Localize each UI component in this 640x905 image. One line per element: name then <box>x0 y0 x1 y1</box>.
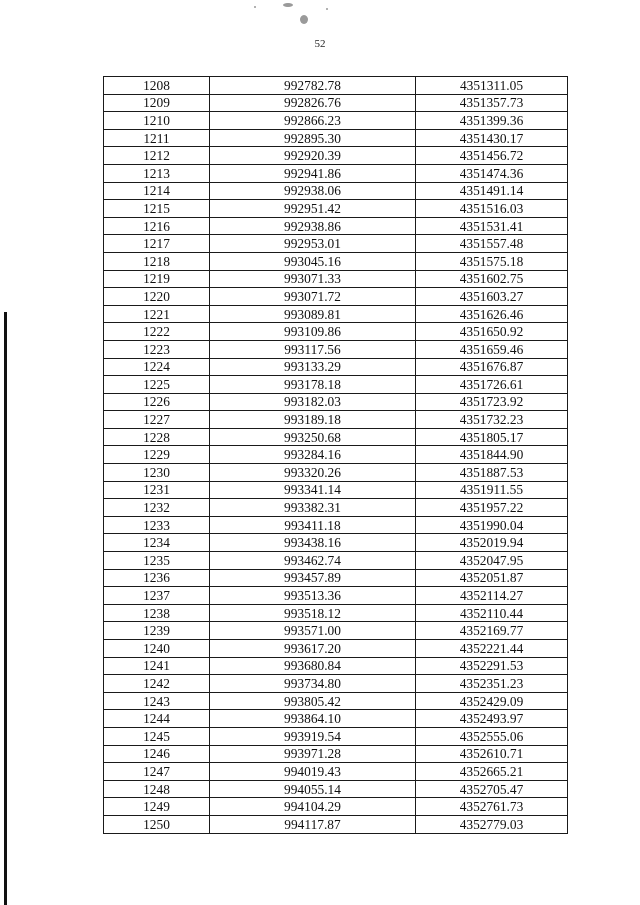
x-coordinate-cell: 993457.89 <box>210 569 416 587</box>
table-row <box>104 710 568 728</box>
y-coordinate-cell: 4351650.92 <box>416 323 568 341</box>
table-row <box>104 393 568 411</box>
x-coordinate-cell: 993320.26 <box>210 464 416 482</box>
table-row <box>104 428 568 446</box>
point-number-cell: 1249 <box>104 798 210 816</box>
y-coordinate-cell: 4351474.36 <box>416 164 568 182</box>
y-coordinate-cell: 4351491.14 <box>416 182 568 200</box>
table-row <box>104 323 568 341</box>
table-row <box>104 798 568 816</box>
point-number-cell: 1210 <box>104 112 210 130</box>
table-row <box>104 745 568 763</box>
coordinates-table-body <box>104 77 568 834</box>
table-row <box>104 464 568 482</box>
point-number-cell: 1214 <box>104 182 210 200</box>
x-coordinate-cell: 992938.86 <box>210 217 416 235</box>
point-number-cell: 1211 <box>104 129 210 147</box>
point-number-cell: 1242 <box>104 675 210 693</box>
y-coordinate-cell: 4352051.87 <box>416 569 568 587</box>
table-row <box>104 815 568 833</box>
scan-speck <box>326 8 328 10</box>
point-number-cell: 1244 <box>104 710 210 728</box>
x-coordinate-cell: 993284.16 <box>210 446 416 464</box>
point-number-cell: 1229 <box>104 446 210 464</box>
x-coordinate-cell: 993117.56 <box>210 340 416 358</box>
y-coordinate-cell: 4351430.17 <box>416 129 568 147</box>
table-row <box>104 675 568 693</box>
x-coordinate-cell: 993971.28 <box>210 745 416 763</box>
x-coordinate-cell: 992782.78 <box>210 77 416 95</box>
table-row <box>104 200 568 218</box>
point-number-cell: 1235 <box>104 552 210 570</box>
point-number-cell: 1228 <box>104 428 210 446</box>
table-row <box>104 516 568 534</box>
table-row <box>104 780 568 798</box>
table-row <box>104 305 568 323</box>
x-coordinate-cell: 992826.76 <box>210 94 416 112</box>
x-coordinate-cell: 994055.14 <box>210 780 416 798</box>
x-coordinate-cell: 993571.00 <box>210 622 416 640</box>
x-coordinate-cell: 992866.23 <box>210 112 416 130</box>
y-coordinate-cell: 4352114.27 <box>416 587 568 605</box>
point-number-cell: 1240 <box>104 640 210 658</box>
x-coordinate-cell: 992951.42 <box>210 200 416 218</box>
table-row <box>104 587 568 605</box>
point-number-cell: 1218 <box>104 252 210 270</box>
y-coordinate-cell: 4352493.97 <box>416 710 568 728</box>
point-number-cell: 1209 <box>104 94 210 112</box>
x-coordinate-cell: 993805.42 <box>210 692 416 710</box>
y-coordinate-cell: 4351887.53 <box>416 464 568 482</box>
table-row <box>104 270 568 288</box>
y-coordinate-cell: 4351911.55 <box>416 481 568 499</box>
scan-margin-edge <box>4 312 7 905</box>
x-coordinate-cell: 993071.33 <box>210 270 416 288</box>
x-coordinate-cell: 993250.68 <box>210 428 416 446</box>
point-number-cell: 1237 <box>104 587 210 605</box>
y-coordinate-cell: 4351603.27 <box>416 288 568 306</box>
table-row <box>104 129 568 147</box>
point-number-cell: 1232 <box>104 499 210 517</box>
point-number-cell: 1245 <box>104 727 210 745</box>
table-row <box>104 358 568 376</box>
x-coordinate-cell: 993438.16 <box>210 534 416 552</box>
x-coordinate-cell: 993189.18 <box>210 411 416 429</box>
point-number-cell: 1217 <box>104 235 210 253</box>
table-row <box>104 692 568 710</box>
y-coordinate-cell: 4351659.46 <box>416 340 568 358</box>
y-coordinate-cell: 4352429.09 <box>416 692 568 710</box>
point-number-cell: 1223 <box>104 340 210 358</box>
table-row <box>104 763 568 781</box>
x-coordinate-cell: 992895.30 <box>210 129 416 147</box>
y-coordinate-cell: 4351516.03 <box>416 200 568 218</box>
point-number-cell: 1208 <box>104 77 210 95</box>
y-coordinate-cell: 4351723.92 <box>416 393 568 411</box>
y-coordinate-cell: 4351531.41 <box>416 217 568 235</box>
x-coordinate-cell: 993462.74 <box>210 552 416 570</box>
table-row <box>104 217 568 235</box>
x-coordinate-cell: 993341.14 <box>210 481 416 499</box>
point-number-cell: 1230 <box>104 464 210 482</box>
y-coordinate-cell: 4352705.47 <box>416 780 568 798</box>
x-coordinate-cell: 993089.81 <box>210 305 416 323</box>
point-number-cell: 1246 <box>104 745 210 763</box>
y-coordinate-cell: 4351602.75 <box>416 270 568 288</box>
y-coordinate-cell: 4352779.03 <box>416 815 568 833</box>
table-row <box>104 640 568 658</box>
y-coordinate-cell: 4351357.73 <box>416 94 568 112</box>
y-coordinate-cell: 4352221.44 <box>416 640 568 658</box>
y-coordinate-cell: 4351726.61 <box>416 376 568 394</box>
point-number-cell: 1248 <box>104 780 210 798</box>
x-coordinate-cell: 994117.87 <box>210 815 416 833</box>
point-number-cell: 1238 <box>104 604 210 622</box>
point-number-cell: 1225 <box>104 376 210 394</box>
x-coordinate-cell: 993411.18 <box>210 516 416 534</box>
table-row <box>104 288 568 306</box>
table-row <box>104 94 568 112</box>
table-row <box>104 252 568 270</box>
x-coordinate-cell: 993071.72 <box>210 288 416 306</box>
point-number-cell: 1236 <box>104 569 210 587</box>
table-row <box>104 77 568 95</box>
y-coordinate-cell: 4351456.72 <box>416 147 568 165</box>
table-row <box>104 657 568 675</box>
y-coordinate-cell: 4351957.22 <box>416 499 568 517</box>
x-coordinate-cell: 993919.54 <box>210 727 416 745</box>
table-row <box>104 446 568 464</box>
y-coordinate-cell: 4351844.90 <box>416 446 568 464</box>
point-number-cell: 1222 <box>104 323 210 341</box>
point-number-cell: 1219 <box>104 270 210 288</box>
x-coordinate-cell: 993518.12 <box>210 604 416 622</box>
x-coordinate-cell: 993617.20 <box>210 640 416 658</box>
table-row <box>104 411 568 429</box>
y-coordinate-cell: 4352761.73 <box>416 798 568 816</box>
x-coordinate-cell: 994104.29 <box>210 798 416 816</box>
x-coordinate-cell: 992941.86 <box>210 164 416 182</box>
x-coordinate-cell: 993864.10 <box>210 710 416 728</box>
table-row <box>104 112 568 130</box>
table-row <box>104 727 568 745</box>
table-row <box>104 481 568 499</box>
x-coordinate-cell: 993133.29 <box>210 358 416 376</box>
table-row <box>104 569 568 587</box>
x-coordinate-cell: 994019.43 <box>210 763 416 781</box>
y-coordinate-cell: 4352555.06 <box>416 727 568 745</box>
y-coordinate-cell: 4352610.71 <box>416 745 568 763</box>
point-number-cell: 1221 <box>104 305 210 323</box>
x-coordinate-cell: 993680.84 <box>210 657 416 675</box>
point-number-cell: 1241 <box>104 657 210 675</box>
y-coordinate-cell: 4351311.05 <box>416 77 568 95</box>
point-number-cell: 1220 <box>104 288 210 306</box>
y-coordinate-cell: 4351575.18 <box>416 252 568 270</box>
point-number-cell: 1212 <box>104 147 210 165</box>
point-number-cell: 1234 <box>104 534 210 552</box>
scan-speck <box>283 3 293 7</box>
y-coordinate-cell: 4351557.48 <box>416 235 568 253</box>
table-row <box>104 164 568 182</box>
x-coordinate-cell: 993182.03 <box>210 393 416 411</box>
coordinates-table <box>103 76 568 834</box>
point-number-cell: 1215 <box>104 200 210 218</box>
page-number: 52 <box>314 38 326 50</box>
scan-speck <box>300 15 308 24</box>
point-number-cell: 1239 <box>104 622 210 640</box>
x-coordinate-cell: 993109.86 <box>210 323 416 341</box>
y-coordinate-cell: 4351990.04 <box>416 516 568 534</box>
table-row <box>104 534 568 552</box>
point-number-cell: 1250 <box>104 815 210 833</box>
table-row <box>104 235 568 253</box>
point-number-cell: 1247 <box>104 763 210 781</box>
table-row <box>104 552 568 570</box>
x-coordinate-cell: 993178.18 <box>210 376 416 394</box>
y-coordinate-cell: 4351732.23 <box>416 411 568 429</box>
table-row <box>104 622 568 640</box>
x-coordinate-cell: 992938.06 <box>210 182 416 200</box>
scan-speck <box>254 6 256 8</box>
point-number-cell: 1233 <box>104 516 210 534</box>
point-number-cell: 1224 <box>104 358 210 376</box>
table-row <box>104 499 568 517</box>
x-coordinate-cell: 992953.01 <box>210 235 416 253</box>
y-coordinate-cell: 4352291.53 <box>416 657 568 675</box>
y-coordinate-cell: 4351805.17 <box>416 428 568 446</box>
x-coordinate-cell: 992920.39 <box>210 147 416 165</box>
x-coordinate-cell: 993045.16 <box>210 252 416 270</box>
y-coordinate-cell: 4351676.87 <box>416 358 568 376</box>
table-row <box>104 376 568 394</box>
point-number-cell: 1216 <box>104 217 210 235</box>
table-row <box>104 340 568 358</box>
y-coordinate-cell: 4351626.46 <box>416 305 568 323</box>
x-coordinate-cell: 993513.36 <box>210 587 416 605</box>
y-coordinate-cell: 4352351.23 <box>416 675 568 693</box>
point-number-cell: 1231 <box>104 481 210 499</box>
table-row <box>104 182 568 200</box>
table-row <box>104 147 568 165</box>
point-number-cell: 1243 <box>104 692 210 710</box>
point-number-cell: 1227 <box>104 411 210 429</box>
y-coordinate-cell: 4352047.95 <box>416 552 568 570</box>
point-number-cell: 1213 <box>104 164 210 182</box>
y-coordinate-cell: 4352665.21 <box>416 763 568 781</box>
table-row <box>104 604 568 622</box>
x-coordinate-cell: 993382.31 <box>210 499 416 517</box>
y-coordinate-cell: 4352169.77 <box>416 622 568 640</box>
y-coordinate-cell: 4352110.44 <box>416 604 568 622</box>
y-coordinate-cell: 4351399.36 <box>416 112 568 130</box>
point-number-cell: 1226 <box>104 393 210 411</box>
y-coordinate-cell: 4352019.94 <box>416 534 568 552</box>
x-coordinate-cell: 993734.80 <box>210 675 416 693</box>
